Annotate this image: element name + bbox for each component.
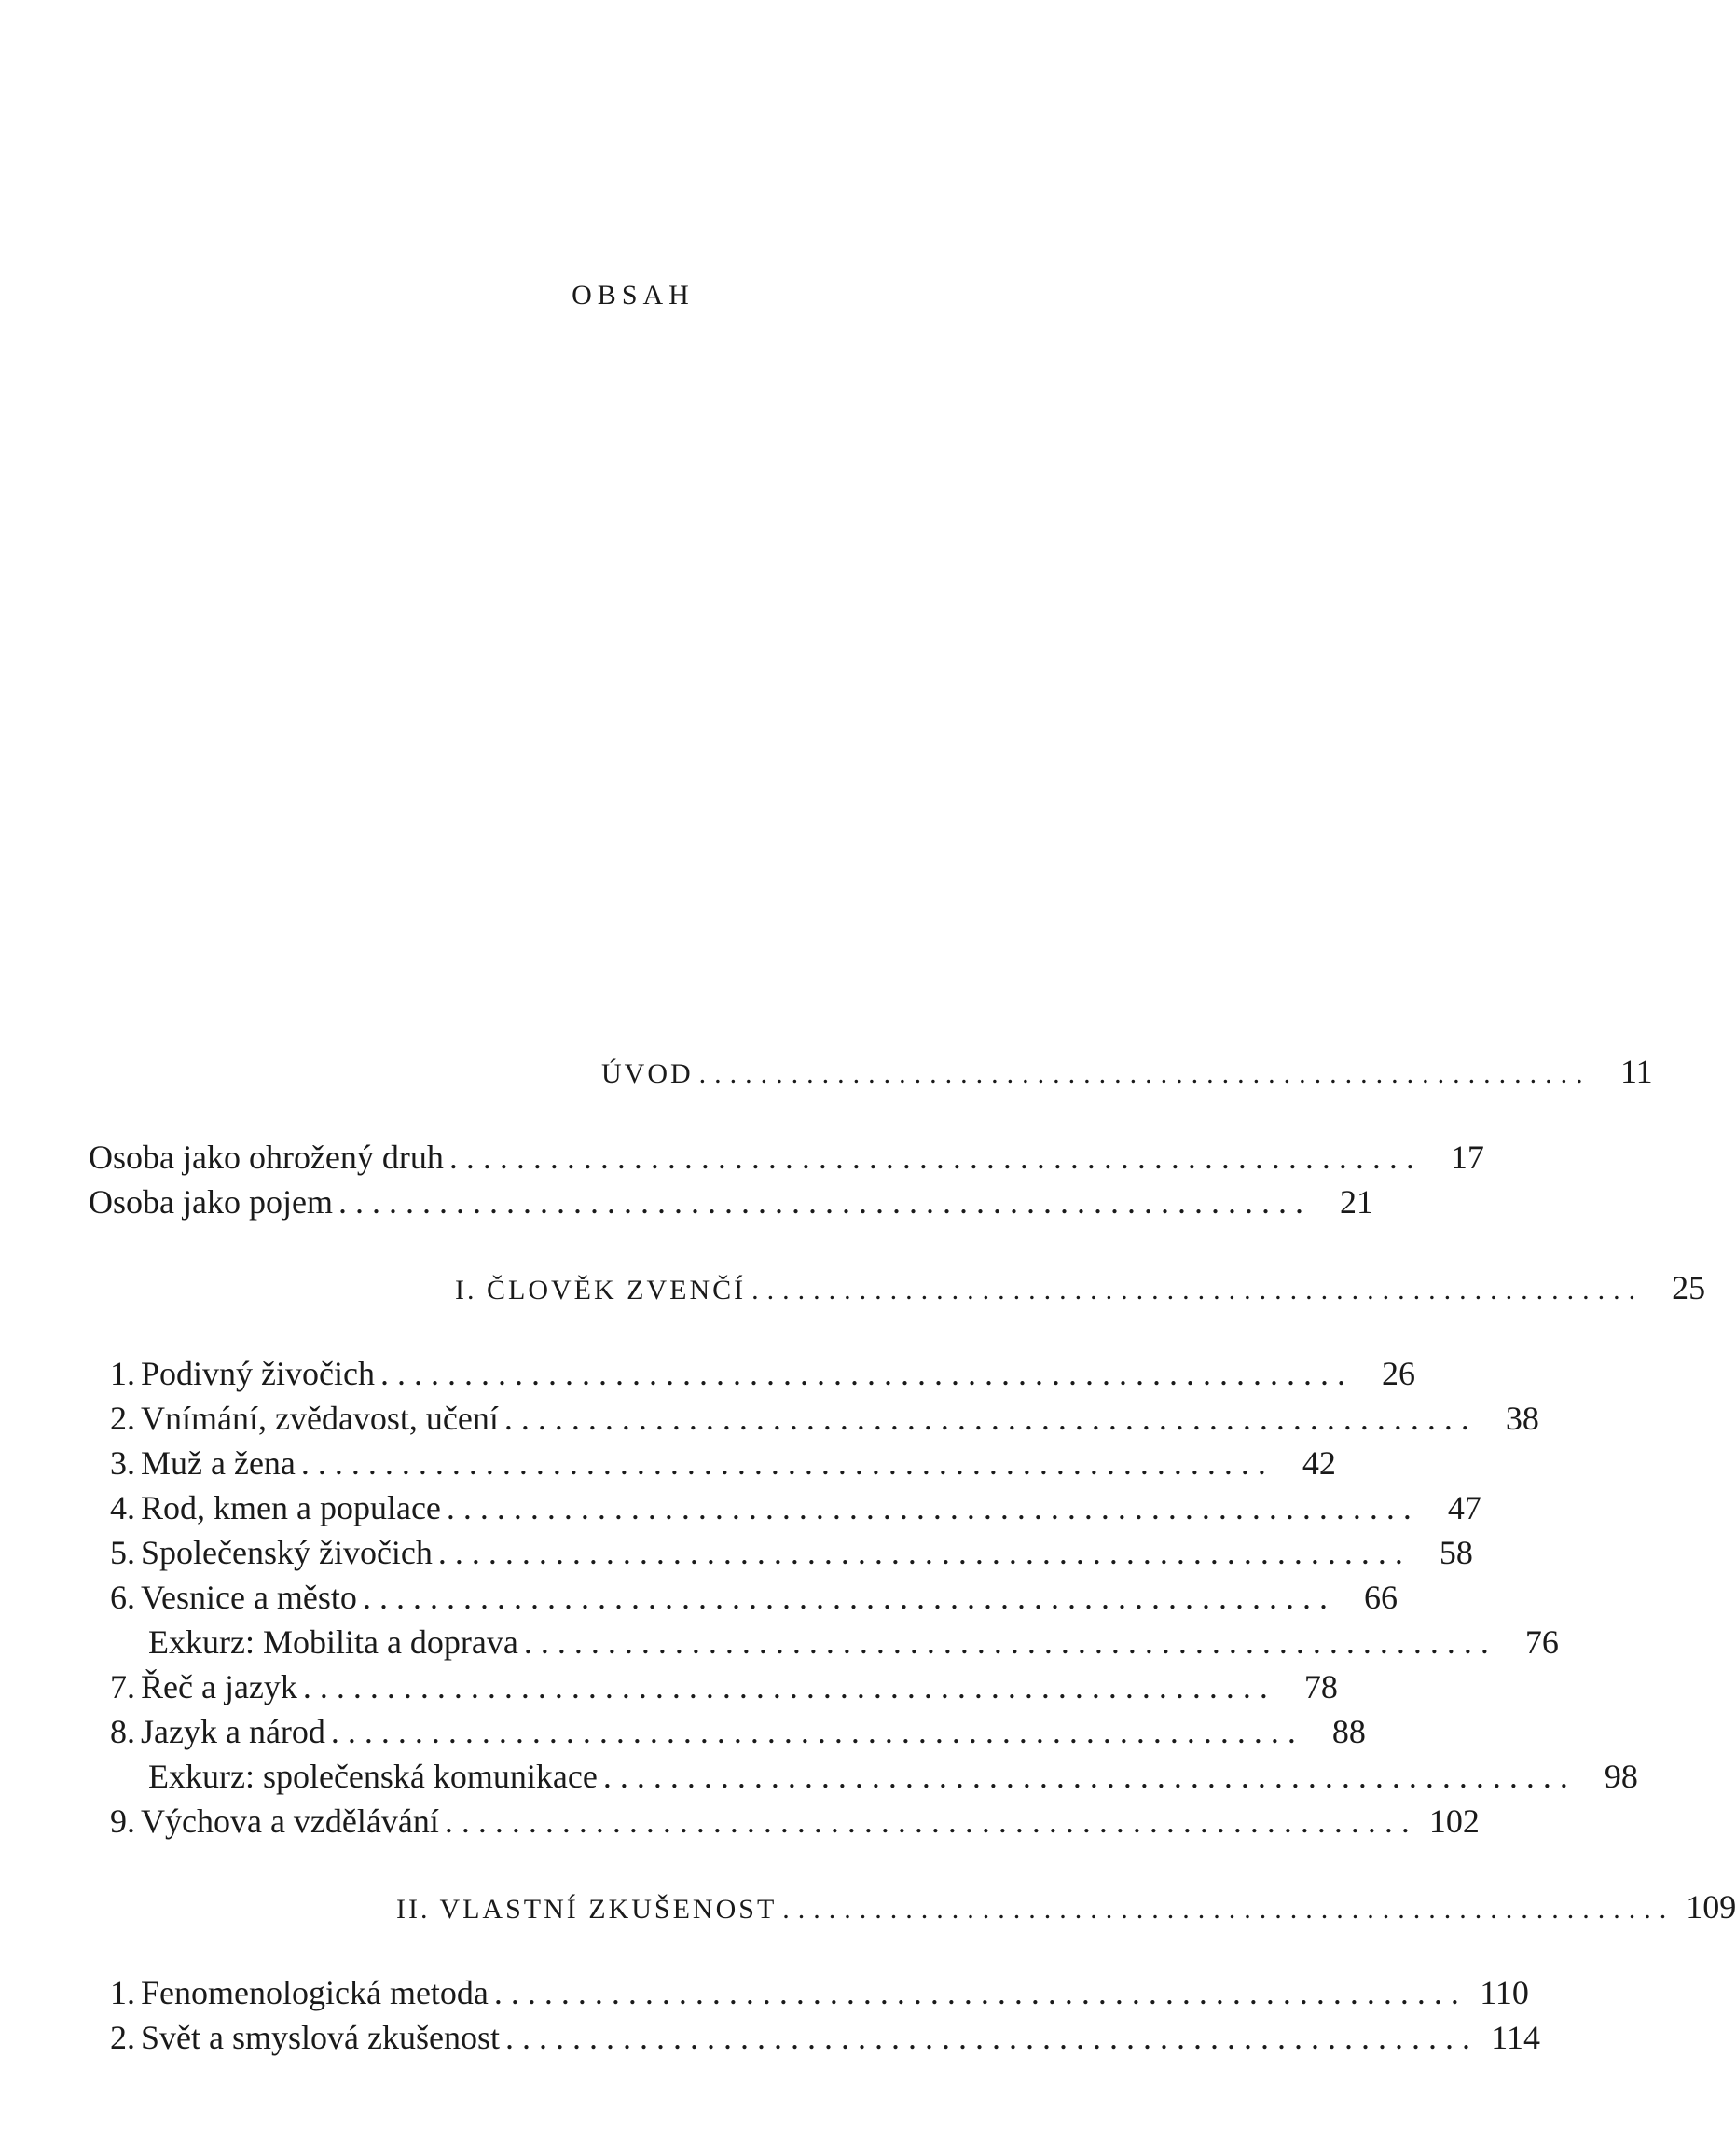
entry-number: 4.: [110, 1489, 135, 1526]
entry-label: Řeč a jazyk: [141, 1668, 297, 1705]
page-number: 38: [1505, 1400, 1539, 1437]
toc-entry: [89, 1180, 1373, 1224]
dot-leader: ..........................................................: [698, 1058, 1591, 1089]
section-label: II. VLASTNÍ ZKUŠENOST: [396, 1894, 778, 1925]
toc-entry: [89, 1396, 1539, 1441]
toc-entry: [89, 1441, 1336, 1485]
page-title: OBSAH: [572, 280, 695, 311]
page-number: 17: [1450, 1139, 1484, 1176]
entry-label: Jazyk a národ: [141, 1713, 325, 1750]
toc-entry: [89, 1575, 1398, 1620]
table-of-contents: [89, 1049, 1736, 2060]
page-number: 102: [1428, 1802, 1480, 1840]
toc-entry: [89, 1485, 1481, 1530]
toc-entry: [89, 2015, 1540, 2060]
page-number: 78: [1303, 1668, 1338, 1705]
entry-label: Podivný živočich: [141, 1355, 375, 1392]
dot-leader: ..........................................................: [302, 1668, 1276, 1705]
dot-leader: ..........................................................: [446, 1489, 1420, 1526]
page-number: 110: [1480, 1974, 1529, 2011]
dot-leader: ..........................................................: [379, 1355, 1354, 1392]
entry-label: Muž a žena: [141, 1444, 296, 1482]
dot-leader: ..........................................................: [448, 1139, 1423, 1176]
page-number: 76: [1524, 1623, 1559, 1661]
section-label: ÚVOD: [601, 1058, 694, 1089]
entry-label: Exkurz: Mobilita a doprava: [148, 1623, 518, 1661]
page-number: 26: [1381, 1355, 1415, 1392]
page-number: 47: [1447, 1489, 1481, 1526]
entry-number: 8.: [110, 1713, 135, 1750]
toc-entry: [89, 1970, 1529, 2015]
dot-leader: ..........................................................: [362, 1579, 1336, 1616]
page-number: 88: [1331, 1713, 1366, 1750]
dot-leader: ..........................................................: [437, 1534, 1412, 1571]
entry-number: 5.: [110, 1534, 135, 1571]
toc-section-intro: [89, 1049, 1653, 1094]
entry-label: Osoba jako ohrožený druh: [89, 1139, 444, 1176]
entry-label: Exkurz: společenská komunikace: [148, 1758, 598, 1795]
page-number: 114: [1491, 2019, 1540, 2056]
toc-entry: [89, 1620, 1559, 1664]
dot-leader: ..........................................................: [751, 1275, 1645, 1305]
toc-entry: [89, 1709, 1366, 1754]
entry-label: Fenomenologická metoda: [141, 1974, 489, 2011]
entry-label: Svět a smyslová zkušenost: [141, 2019, 500, 2056]
page-number: 21: [1339, 1183, 1373, 1221]
page-number: 11: [1620, 1053, 1653, 1090]
entry-number: 6.: [110, 1579, 135, 1616]
toc-entry: [89, 1799, 1480, 1843]
entry-number: 7.: [110, 1668, 135, 1705]
page-number: 109: [1686, 1888, 1736, 1926]
page-number: 25: [1672, 1269, 1706, 1306]
dot-leader: ..........................................................: [504, 2019, 1479, 2056]
dot-leader: ..........................................................: [602, 1758, 1577, 1795]
toc-section-part2: [89, 1885, 1736, 1929]
toc-section-part1: [89, 1265, 1706, 1310]
entry-label: Rod, kmen a populace: [141, 1489, 441, 1526]
entry-label: Společenský živočich: [141, 1534, 433, 1571]
entry-label: Výchova a vzdělávání: [141, 1802, 439, 1840]
entry-number: 3.: [110, 1444, 135, 1482]
entry-label: Vnímání, zvědavost, učení: [141, 1400, 499, 1437]
entry-label: Osoba jako pojem: [89, 1183, 333, 1221]
dot-leader: ..........................................................: [300, 1444, 1274, 1482]
page-number: 66: [1363, 1579, 1398, 1616]
dot-leader: ..........................................................: [493, 1974, 1467, 2011]
entry-label: Vesnice a město: [141, 1579, 357, 1616]
dot-leader: ..........................................................: [782, 1894, 1675, 1925]
entry-number: 1.: [110, 1355, 135, 1392]
dot-leader: ..........................................................: [523, 1623, 1497, 1661]
dot-leader: ..........................................................: [503, 1400, 1478, 1437]
toc-entry: [89, 1530, 1473, 1575]
dot-leader: ..........................................................: [330, 1713, 1304, 1750]
page-number: 58: [1439, 1534, 1473, 1571]
entry-number: 9.: [110, 1802, 135, 1840]
toc-entry: [89, 1351, 1415, 1396]
dot-leader: ..........................................................: [444, 1802, 1418, 1840]
entry-number: 2.: [110, 1400, 135, 1437]
page-number: 98: [1604, 1758, 1638, 1795]
entry-number: 2.: [110, 2019, 135, 2056]
toc-entry: [89, 1754, 1638, 1799]
dot-leader: ..........................................................: [338, 1183, 1312, 1221]
section-label: I. ČLOVĚK ZVENČÍ: [455, 1275, 747, 1305]
page-number: 42: [1302, 1444, 1336, 1482]
toc-entry: [89, 1664, 1338, 1709]
entry-number: 1.: [110, 1974, 135, 2011]
toc-entry: [89, 1135, 1484, 1180]
